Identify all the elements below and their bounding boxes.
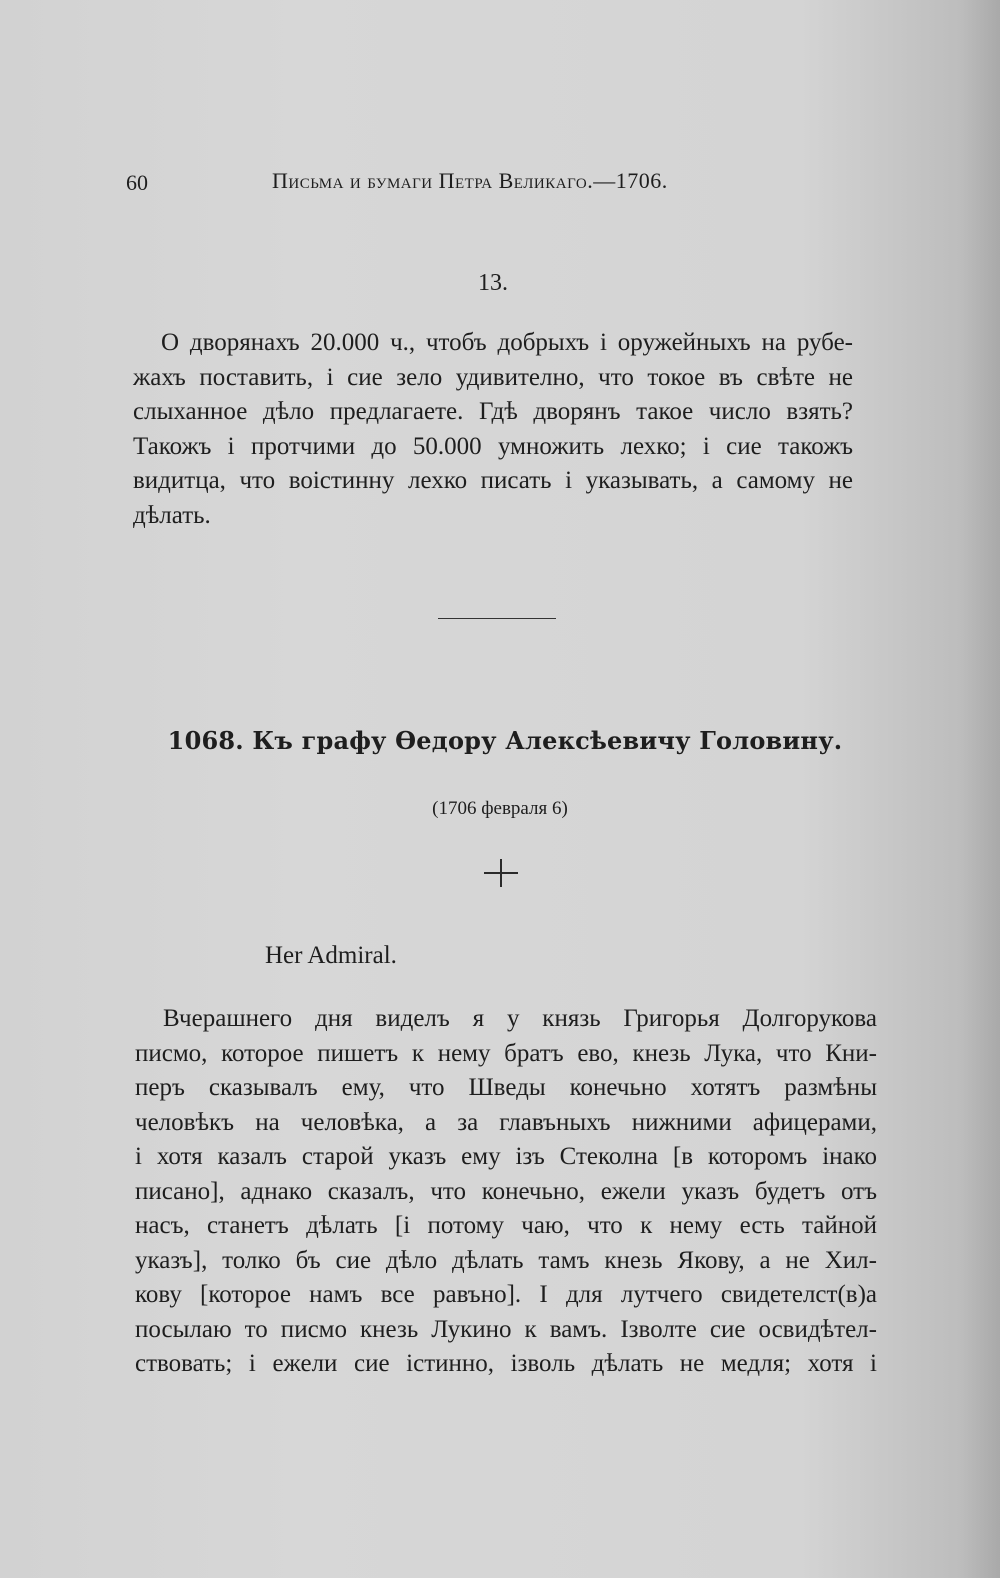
running-title: Письма и бумаги Петра Великаго.—1706.: [272, 168, 668, 193]
paragraph-line: писмо, которое пишетъ к нему братъ ево, кнезь Лука, что Кни-: [135, 1039, 877, 1067]
section-number: 13.: [478, 270, 508, 296]
paragraph-line: ствовать; і ежели сие істинно, ізволь дѣлать не медля; хотя і: [135, 1350, 877, 1377]
paragraph-line: насъ, станетъ дѣлать [і потому чаю, что к нему есть тайной: [135, 1212, 877, 1239]
paragraph-line: указъ], толко бъ сие дѣло дѣлать тамъ кнезь Якову, а не Хил-: [135, 1246, 877, 1274]
letter-body: [135, 1002, 877, 1382]
paragraph-line: слыханное дѣло предлагаете. Гдѣ дворянъ такое число взять?: [133, 398, 853, 425]
paragraph-line: перъ сказывалъ ему, что Шведы конечьно хотятъ размѣны: [135, 1074, 877, 1101]
cross-icon: [484, 855, 520, 891]
page-number: 60: [126, 170, 148, 195]
paragraph-line: О дворянахъ 20.000 ч., чтобъ добрыхъ і оружейныхъ на рубе-: [161, 329, 853, 356]
letter-salutation: Her Admiral.: [265, 942, 397, 969]
paragraph-line: писано], аднако сказалъ, что конечьно, ежели указъ будетъ отъ: [135, 1177, 877, 1205]
paragraph-line: і хотя казалъ старой указъ ему ізъ Стеколна [в которомъ інако: [135, 1143, 877, 1170]
section-divider: [438, 618, 556, 619]
paragraph-line: жахъ поставить, і сие зело удивително, что токое въ свѣте не: [133, 363, 853, 391]
section-13-paragraph: [133, 326, 853, 533]
paragraph-line: посылаю то писмо кнезь Лукино к вамъ. Ізволте сие освидѣтел-: [135, 1315, 877, 1343]
paragraph-line: дѣлать.: [133, 501, 211, 529]
paragraph-line: Вчерашнего дня виделъ я у князь Григорья Долгорукова: [163, 1005, 877, 1032]
paragraph-line: человѣкъ на человѣка, а за главъныхъ нижними афицерами,: [135, 1108, 877, 1136]
paragraph-line: видитца, что воістинну лехко писать і указывать, а самому не: [133, 467, 853, 494]
paragraph-line: Такожъ і протчими до 50.000 умножить лехко; і сие такожъ: [133, 432, 853, 460]
letter-date: (1706 февраля 6): [432, 798, 568, 819]
paragraph-line: кову [которое намъ все равъно]. І для лутчего свидетелст(в)а: [135, 1281, 877, 1308]
letter-title: 1068. Къ графу Өедору Алексѣевичу Головину.: [167, 726, 843, 755]
